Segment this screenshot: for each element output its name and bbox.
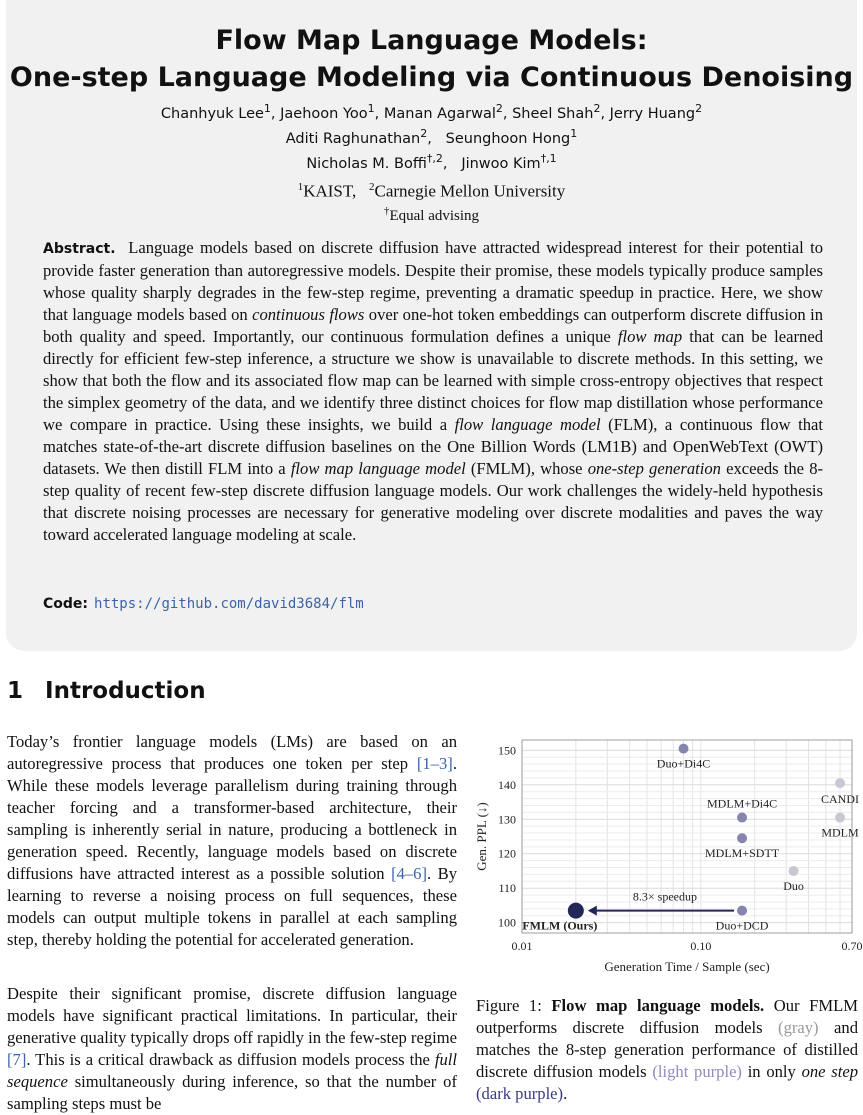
abstract-body (43, 238, 823, 544)
abstract-text: flow language model (454, 415, 601, 434)
data-point (737, 833, 747, 843)
author-name: Jinwoo Kim (461, 155, 541, 172)
caption-text: . (563, 1084, 568, 1103)
abstract-text: flow map language model (290, 459, 466, 478)
data-point-label: CANDI (821, 792, 860, 807)
y-tick-label: 150 (498, 743, 516, 758)
caption-text: (dark purple) (476, 1084, 564, 1103)
affil-1-name: KAIST, (303, 181, 357, 201)
abstract-text: flow map (617, 327, 683, 346)
caption-text: in only (741, 1062, 802, 1081)
author-affil-sup: 2 (695, 102, 703, 115)
section-number: 1 (7, 678, 24, 704)
affiliations (0, 181, 863, 202)
author-affil-sup: 2 (593, 102, 601, 115)
x-tick-label: 0.01 (511, 939, 533, 953)
caption-text: Figure 1: (476, 996, 552, 1015)
caption-text: (light purple) (652, 1062, 742, 1081)
abstract-label: Abstract. (43, 241, 116, 257)
caption-text: (gray) (778, 1018, 819, 1037)
title-line-2: One-step Language Modeling via Continuous Denoising (9, 62, 854, 93)
data-point-label: Duo (783, 878, 804, 893)
affil-1-sup: 1 (297, 181, 304, 193)
abstract-text: (FLM), a continuous flow that matches state-of-the-art discrete diffusion baselines on the One Billion Words (LM1B) and OpenWebText (OWT) datasets. We then distill FLM into a (43, 415, 823, 478)
affil-2-sup: 2 (369, 181, 375, 193)
author-name: Aditi Raghunathan (285, 130, 421, 147)
para1-citation[interactable]: [1–3] (416, 754, 453, 773)
author-name: Seunghoon Hong (445, 130, 571, 147)
intro-paragraph-2 (7, 983, 457, 1115)
section-title: Introduction (45, 678, 206, 704)
x-tick-label: 0.70 (841, 939, 863, 953)
data-point (835, 813, 845, 823)
data-point-label: MDLM+Di4C (707, 796, 778, 811)
para1-text: . By learning to reverse a noising process on full sequences, these models can output multiple tokens in parallel at each sampling step, thereby holding the potential for accelerated generation. (7, 864, 457, 949)
abstract-text: Language models based on discrete diffusion have attracted widespread interest for their potential to provide faster generation than autoregressive models. Despite their promise, these models typically produce samples whose quality sharply degrades in the few-step regime, preventing a dramatic speedup in practice. Here, we show that language models based on (43, 238, 824, 324)
para1-citation[interactable]: [4–6] (391, 864, 428, 883)
author-name: Chanhyuk Lee (160, 105, 264, 122)
y-tick-label: 110 (498, 881, 516, 896)
authors-line-2: Aditi Raghunathan$^2$, Seunghoon Hong$^1$ (285, 127, 578, 147)
author-name: Nicholas M. Boffi (306, 155, 427, 172)
note-sup: † (383, 205, 390, 217)
data-point-label: Duo+Di4C (656, 756, 711, 771)
abstract (43, 237, 823, 546)
abstract-text: continuous flows (252, 305, 365, 324)
equal-advising-note (0, 205, 863, 225)
para2-text: full sequence (7, 1050, 457, 1091)
abstract-text: (FMLM), whose (465, 459, 588, 478)
data-point (737, 906, 747, 916)
y-tick-label: 130 (498, 812, 516, 827)
data-point (679, 744, 689, 754)
authors-line-1: Chanhyuk Lee$^1$, Jaehoon Yoo$^1$, Manan Agarwal$^2$, Sheel Shah$^2$, Jerry Huang$^2$ (160, 102, 703, 122)
speedup-annotation: 8.3× speedup (632, 889, 698, 904)
affil-2-name: Carnegie Mellon University (374, 181, 566, 201)
para2-text: simultaneously during inference, so that the number of sampling steps must be (7, 1072, 457, 1113)
author-affil-sup: 2 (420, 127, 428, 140)
data-point (737, 813, 747, 823)
data-point-label: MDLM+SDTT (705, 846, 780, 861)
code-line (43, 596, 364, 613)
caption-text: Our FMLM outperforms discrete diffusion models (476, 996, 858, 1037)
data-point (789, 866, 799, 876)
caption-text: and matches the 8-step generation performance of distilled discrete diffusion models (476, 1018, 858, 1081)
author-affil-sup: 1 (367, 102, 375, 115)
para2-text: Despite their significant promise, discrete diffusion language models have significant practical limitations. In particular, their generative quality typically drops off rapidly in the few-step regime (7, 984, 457, 1047)
abstract-text: exceeds the 8-step quality of recent few-step discrete diffusion language models. Our work challenges the widely-held hypothesis that discrete noising processes are necessary for generative modeling over discrete modalities and paves the way toward accelerated language modeling at scale. (43, 459, 824, 544)
title-line-1: Flow Map Language Models: (215, 25, 648, 56)
figure-1-caption (476, 995, 858, 1105)
x-tick-label: 0.10 (690, 939, 712, 953)
para2-citation[interactable]: [7] (7, 1050, 27, 1069)
speedup-arrow-head (588, 906, 597, 916)
note-text: Equal advising (389, 208, 480, 224)
caption-text: Flow map language models. (551, 996, 765, 1015)
author-name: Jaehoon Yoo (280, 105, 368, 122)
author-name: Jerry Huang (609, 105, 696, 122)
data-point-label: FMLM (Ours) (522, 918, 598, 933)
caption-text: one step (801, 1062, 858, 1081)
data-point (835, 778, 845, 788)
code-label: Code: (43, 596, 89, 612)
abstract-text: one-step generation (587, 459, 721, 478)
author-name: Sheel Shah (512, 105, 594, 122)
author-affil-sup: †,1 (540, 152, 557, 165)
code-link[interactable]: https://github.com/david3684/flm (94, 596, 364, 612)
section-heading (7, 678, 206, 704)
author-affil-sup: 1 (570, 127, 578, 140)
authors-line-3: Nicholas M. Boffi$^{\dagger,2}$, Jinwoo Kim$^{\dagger,1}$ (306, 152, 557, 172)
y-tick-label: 120 (498, 846, 516, 861)
abstract-text: that can be learned directly for efficient few-step inference, a structure we show is unavailable to discrete methods. In this setting, we show that both the flow and its associated flow map can be learned with simple cross-entropy objectives that respect the simplex geometry of the data, and we identify three distinct choices for flow map distillation whose performance we compare in practice. Using these insights, we build a (43, 327, 823, 434)
author-affil-sup: 1 (263, 102, 271, 115)
x-axis-label: Generation Time / Sample (sec) (604, 959, 770, 974)
para2-text: . This is a critical drawback as diffusion models process the (26, 1050, 435, 1069)
author-affil-sup: †,2 (426, 152, 443, 165)
data-point-label: MDLM (821, 825, 859, 840)
author-affil-sup: 2 (495, 102, 503, 115)
y-tick-label: 100 (498, 915, 516, 930)
figure-1-chart (462, 730, 863, 980)
data-point-label: Duo+DCD (715, 918, 769, 933)
y-axis-label: Gen. PPL (↓) (474, 802, 489, 871)
y-tick-label: 140 (498, 777, 516, 792)
para1-text: Today’s frontier language models (LMs) are based on an autoregressive process that produces one token per step (7, 732, 457, 773)
abstract-text: over one-hot token embeddings can outperform discrete diffusion in both quality and speed. Importantly, our continuous formulation defines a unique (43, 305, 823, 346)
para1-text: . While these models leverage parallelism during training through teacher forcing and a transformer-based architecture, their sampling is inherently serial in nature, producing a bottleneck in generation speed. Recently, language models based on discrete diffusions have attracted interest as a possible solution (7, 754, 457, 883)
data-point (568, 903, 584, 919)
intro-paragraph-1 (7, 731, 457, 951)
paper-title (0, 22, 863, 96)
author-name: Manan Agarwal (383, 105, 496, 122)
